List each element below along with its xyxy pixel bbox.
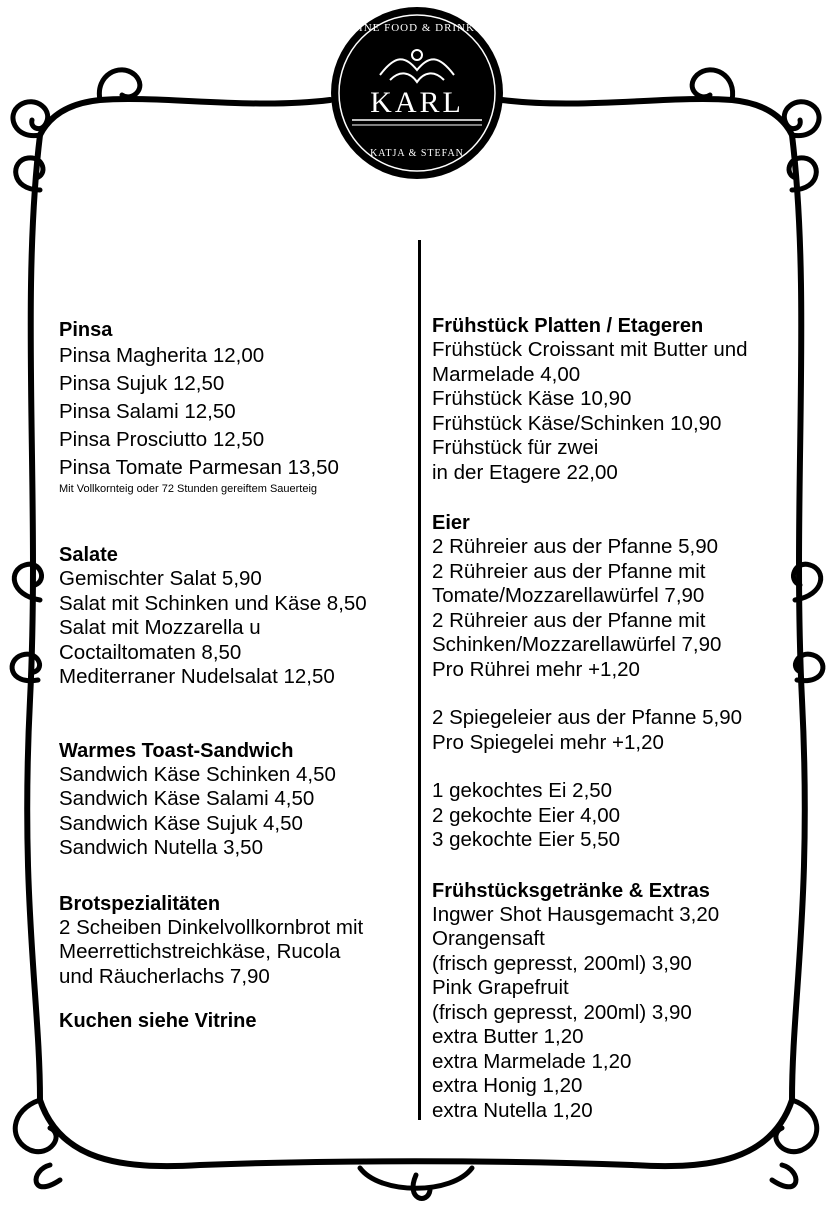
section-fruehstueck-platten: [432, 314, 812, 485]
scroll-top-left-3: [99, 70, 140, 100]
menu-item: 2 gekochte Eier 4,00: [432, 803, 621, 827]
scroll-top-right-2: [789, 158, 816, 190]
menu-item: extra Nutella 1,20: [432, 1098, 593, 1122]
menu-left-column: [59, 318, 419, 1033]
menu-item: Pinsa Magherita 12,00: [59, 344, 265, 367]
menu-item: Salat mit Schinken und Käse 8,50: [59, 591, 367, 615]
section-title: Brotspezialitäten: [59, 892, 221, 915]
menu-item: Meerrettichstreichkäse, Rucola: [59, 940, 341, 963]
menu-item: Sandwich Käse Schinken 4,50: [59, 762, 336, 786]
logo: [331, 2, 503, 184]
menu-item: Pro Spiegelei mehr +1,20: [432, 730, 664, 754]
scroll-mid-left: [14, 564, 41, 600]
menu-item: (frisch gepresst, 200ml) 3,90: [432, 951, 692, 975]
menu-item: Ingwer Shot Hausgemacht 3,20: [432, 902, 720, 926]
menu-item: Coctailtomaten 8,50: [59, 640, 242, 664]
menu-item: 2 Rühreier aus der Pfanne 5,90: [432, 535, 719, 558]
menu-item: Sandwich Käse Salami 4,50: [59, 787, 315, 810]
menu-item: 2 Rühreier aus der Pfanne mit: [432, 559, 706, 583]
frame-top-right-curve: [502, 99, 792, 135]
menu-item: Frühstück Käse 10,90: [432, 387, 632, 410]
menu-item: Sandwich Käse Sujuk 4,50: [59, 811, 303, 835]
menu-item: Orangensaft: [432, 927, 545, 950]
frame-left-side: [27, 135, 40, 1100]
section-title: Eier: [432, 512, 470, 534]
menu-item: Tomate/Mozzarellawürfel 7,90: [432, 584, 705, 607]
section-toast-sandwich: [59, 739, 419, 861]
menu-item: 2 Rühreier aus der Pfanne mit: [432, 608, 706, 632]
logo-tagline: FINE FOOD & DRINKS: [351, 22, 483, 34]
scroll-bottom-right-2: [772, 1165, 796, 1187]
section-getraenke-extras: [432, 879, 812, 1124]
scroll-bottom-left-2: [36, 1165, 60, 1187]
menu-item: Pro Rührei mehr +1,20: [432, 657, 640, 681]
menu-item: 1 gekochtes Ei 2,50: [432, 779, 613, 802]
menu-item: (frisch gepresst, 200ml) 3,90: [432, 1000, 692, 1024]
logo-owners: KATJA & STEFAN: [370, 148, 464, 159]
menu-item: Schinken/Mozzarellawürfel 7,90: [432, 633, 722, 656]
menu-item: Pinsa Prosciutto 12,50: [59, 428, 265, 451]
section-pinsa: [59, 318, 419, 496]
menu-item: in der Etagere 22,00: [432, 460, 618, 484]
menu-right-column: [432, 314, 812, 1123]
section-title: Frühstücksgetränke & Extras: [432, 879, 710, 902]
menu-note: Mit Vollkornteig oder 72 Stunden gereiftem Sauerteig: [59, 483, 318, 495]
menu-item: extra Butter 1,20: [432, 1025, 584, 1048]
scroll-top-right-3: [692, 70, 733, 100]
menu-item: und Räucherlachs 7,90: [59, 964, 270, 988]
menu-item: Frühstück Croissant mit Butter und: [432, 338, 748, 361]
scroll-bottom-left: [15, 1100, 56, 1152]
frame-top-left-curve: [40, 99, 330, 135]
menu-item: Marmelade 4,00: [432, 362, 581, 386]
menu-item: Pink Grapefruit: [432, 976, 569, 999]
menu-item: Frühstück Käse/Schinken 10,90: [432, 411, 722, 435]
section-title: Frühstück Platten / Etageren: [432, 315, 704, 337]
menu-item: 3 gekochte Eier 5,50: [432, 828, 621, 851]
section-title: Pinsa: [59, 319, 113, 341]
menu-item: Gemischter Salat 5,90: [59, 567, 262, 590]
section-title: Warmes Toast-Sandwich: [59, 739, 294, 762]
section-brot: [59, 892, 419, 990]
menu-item: 2 Scheiben Dinkelvollkornbrot mit: [59, 915, 364, 939]
section-salate: [59, 543, 419, 690]
menu-item: Mediterraner Nudelsalat 12,50: [59, 665, 335, 688]
scroll-mid-left-2: [12, 654, 39, 681]
logo-name: KARL: [370, 86, 464, 119]
menu-item: Salat mit Mozzarella u: [59, 616, 261, 639]
menu-item: Pinsa Salami 12,50: [59, 400, 236, 423]
menu-item: Sandwich Nutella 3,50: [59, 836, 263, 859]
menu-item: extra Marmelade 1,20: [432, 1049, 632, 1073]
menu-item: Pinsa Tomate Parmesan 13,50: [59, 456, 339, 479]
menu-item: Frühstück für zwei: [432, 436, 599, 459]
menu-item: extra Honig 1,20: [432, 1074, 583, 1097]
menu-item: Pinsa Sujuk 12,50: [59, 372, 225, 395]
section-title: Salate: [59, 544, 118, 566]
scroll-top-left-2: [16, 158, 43, 190]
section-kuchen: [59, 1009, 419, 1033]
menu-item: 2 Spiegeleier aus der Pfanne 5,90: [432, 706, 743, 729]
section-title: Kuchen siehe Vitrine: [59, 1010, 257, 1032]
section-eier: [432, 511, 812, 853]
